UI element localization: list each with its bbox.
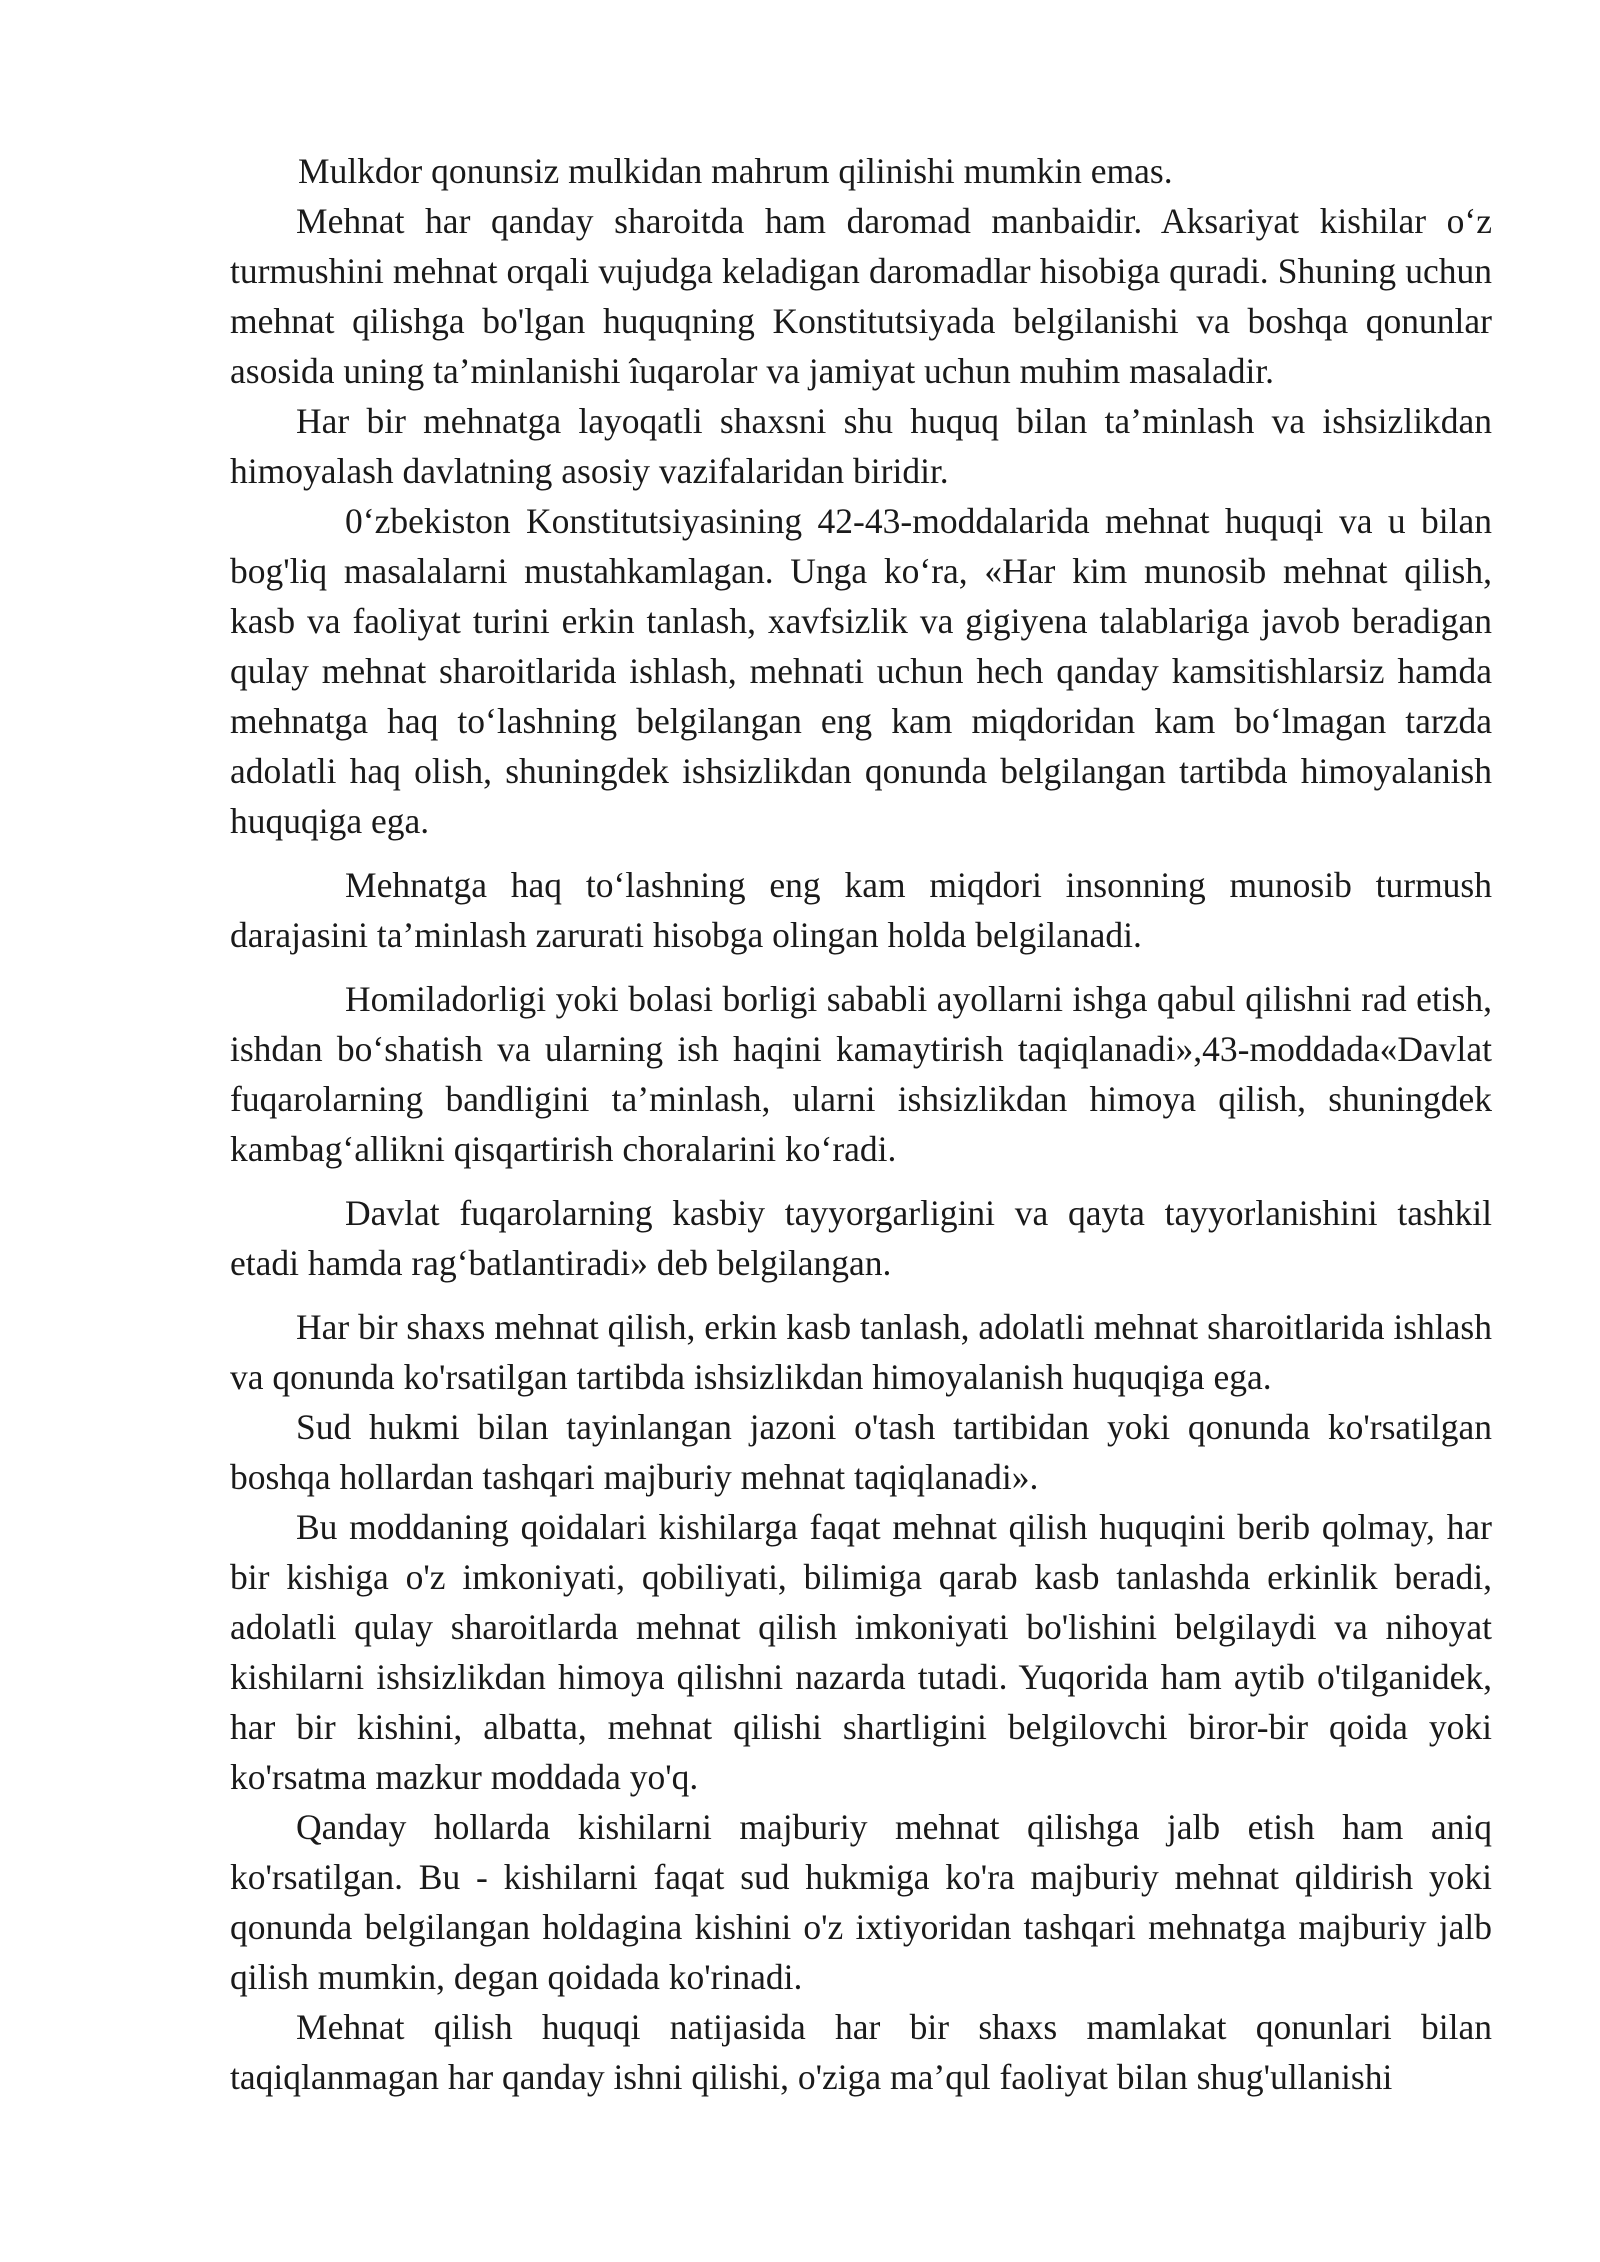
paragraph: Har bir shaxs mehnat qilish, erkin kasb tanlash, adolatli mehnat sharoitlarida ishlash va qonunda ko'rsatilgan tartibda ishsizlikdan himoyalanish huquqiga ega.: [230, 1307, 1492, 1397]
paragraph: Mulkdor qonunsiz mulkidan mahrum qilinishi mumkin emas.: [298, 151, 1173, 191]
paragraph: 0‘zbekiston Konstitutsiyasining 42-43-moddalarida mehnat huquqi va u bilan bog'liq masalalarni mustahkamlagan. Unga ko‘ra, «Har kim munosib mehnat qilish, kasb va faoliyat turini erkin tanlash, xavfsizlik va gigiyena talablariga javob beradigan qulay mehnat sharoitlarida ishlash, mehnati uchun hech qanday kamsitishlarsiz hamda mehnatga haq to‘lashning belgilangan eng kam miqdoridan kam bo‘lmagan tarzda adolatli haq olish, shuningdek ishsizlikdan qonunda belgilangan tartibda himoyalanish huquqiga ega.: [230, 501, 1492, 841]
paragraph: Homiladorligi yoki bolasi borligi sababli ayollarni ishga qabul qilishni rad etish, ishdan bo‘shatish va ularning ish haqini kamaytirish taqiqlanadi»,43-moddada«Davlat fuqarolarning bandligini ta’minlash, ularni ishsizlikdan himoya qilish, shuningdek kambag‘allikni qisqartirish choralarini ko‘radi.: [230, 979, 1492, 1169]
paragraph: Har bir mehnatga layoqatli shaxsni shu huquq bilan ta’minlash va ishsizlikdan himoyalash davlatning asosiy vazifalaridan biridir.: [230, 401, 1492, 491]
paragraph: Qanday hollarda kishilarni majburiy mehnat qilishga jalb etish ham aniq ko'rsatilgan. Bu - kishilarni faqat sud hukmiga ko'ra majburiy mehnat qildirish yoki qonunda belgilangan holdagina kishini o'z ixtiyoridan tashqari mehnatga majburiy jalb qilish mumkin, degan qoidada ko'rinadi.: [230, 1807, 1492, 1997]
paragraph: Mehnat qilish huquqi natijasida har bir shaxs mamlakat qonunlari bilan taqiqlanmagan har qanday ishni qilishi, o'ziga ma’qul faoliyat bilan shug'ullanishi: [230, 2007, 1492, 2097]
paragraph: Sud hukmi bilan tayinlangan jazoni o'tash tartibidan yoki qonunda ko'rsatilgan boshqa hollardan tashqari majburiy mehnat taqiqlanadi».: [230, 1407, 1492, 1497]
paragraph: Bu moddaning qoidalari kishilarga faqat mehnat qilish huquqini berib qolmay, har bir kishiga o'z imkoniyati, qobiliyati, bilimiga qarab kasb tanlashda erkinlik beradi, adolatli qulay sharoitlarda mehnat qilish imkoniyati bo'lishini belgilaydi va nihoyat kishilarni ishsizlikdan himoya qilishni nazarda tutadi. Yuqorida ham aytib o'tilganidek, har bir kishini, albatta, mehnat qilishi shartligini belgilovchi biror-bir qoida yoki ko'rsatma mazkur moddada yo'q.: [230, 1507, 1492, 1797]
document-page: [230, 146, 1492, 2102]
paragraph: Mehnatga haq to‘lashning eng kam miqdori insonning munosib turmush darajasini ta’minlash zarurati hisobga olingan holda belgilanadi.: [230, 865, 1492, 955]
paragraph: Mehnat har qanday sharoitda ham daromad manbaidir. Aksariyat kishilar o‘z turmushini mehnat orqali vujudga keladigan daromadlar hisobiga quradi. Shuning uchun mehnat qilishga bo'lgan huquqning Konstitutsiyada belgilanishi va boshqa qonunlar asosida uning ta’minlanishi îuqarolar va jamiyat uchun muhim masaladir.: [230, 201, 1492, 391]
paragraph: Davlat fuqarolarning kasbiy tayyorgarligini va qayta tayyorlanishini tashkil etadi hamda rag‘batlantiradi» deb belgilangan.: [230, 1193, 1492, 1283]
